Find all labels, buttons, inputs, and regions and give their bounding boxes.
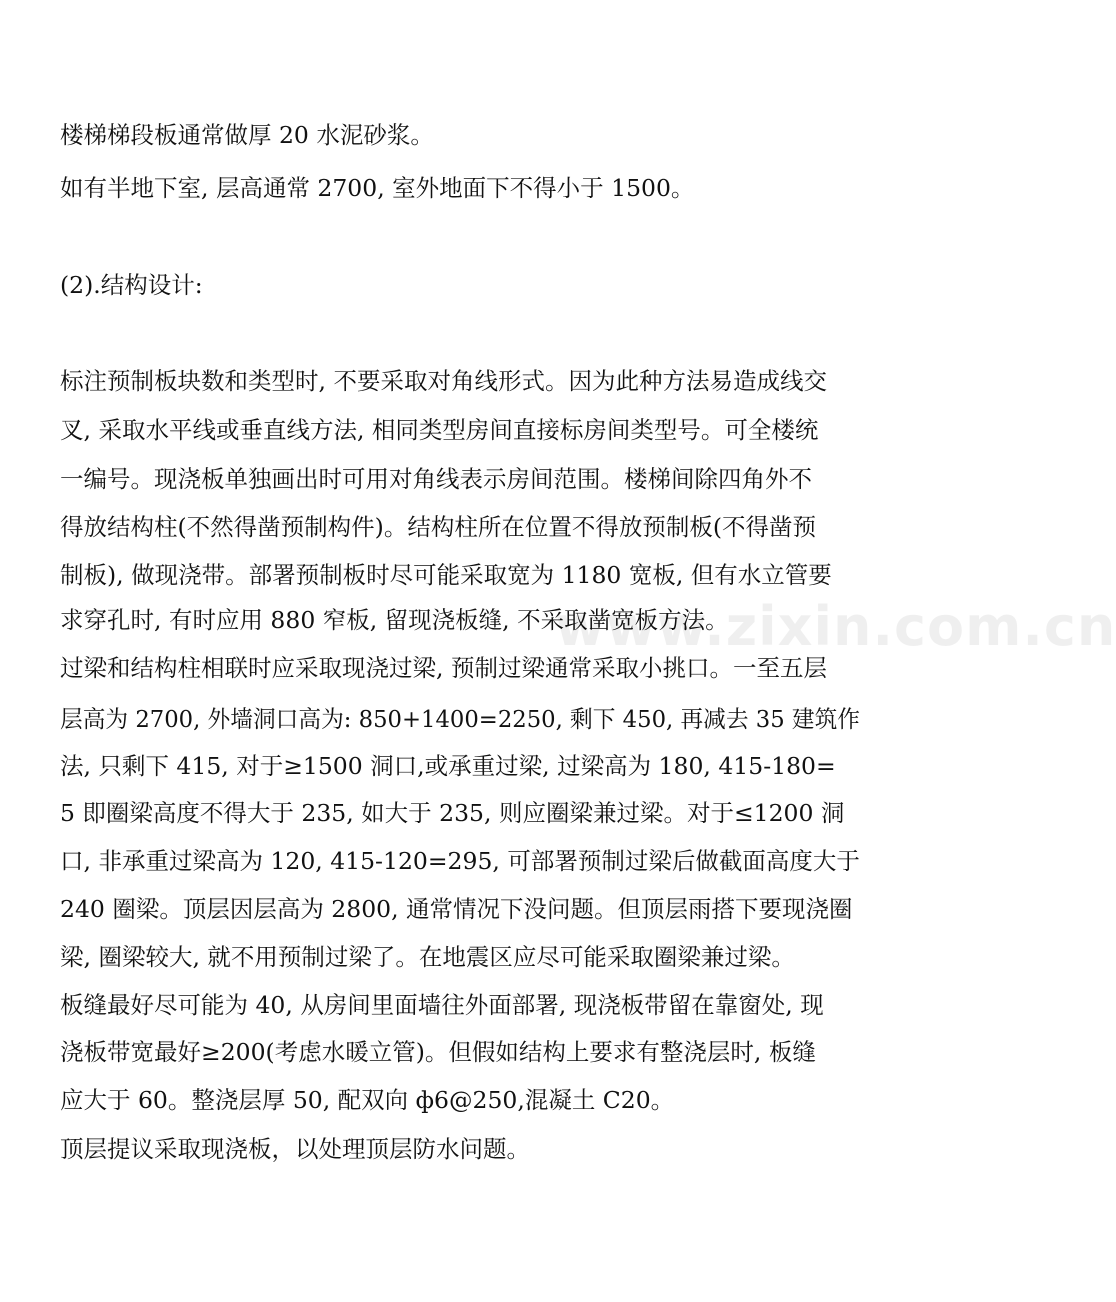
text-line: 得放结构柱(不然得凿预制构件)。结构柱所在位置不得放预制板(不得凿预 xyxy=(60,513,817,541)
text-line: 法, 只剩下 415, 对于≥1500 洞口,或承重过梁, 过梁高为 180, 415-180= xyxy=(60,752,836,780)
text-line: 浇板带宽最好≥200(考虑水暖立管)。但假如结构上要求有整浇层时, 板缝 xyxy=(60,1038,816,1066)
text-line: 一编号。现浇板单独画出时可用对角线表示房间范围。楼梯间除四角外不 xyxy=(60,465,812,493)
text-line: 层高为 2700, 外墙洞口高为: 850+1400=2250, 剩下 450, 再减去 35 建筑作 xyxy=(60,705,861,733)
text-line: 标注预制板块数和类型时, 不要采取对角线形式。因为此种方法易造成线交 xyxy=(60,367,827,395)
text-line: 过梁和结构柱相联时应采取现浇过梁, 预制过梁通常采取小挑口。一至五层 xyxy=(60,654,827,682)
text-line: 梁, 圈梁较大, 就不用预制过梁了。在地震区应尽可能采取圈梁兼过梁。 xyxy=(60,943,795,971)
text-line: 口, 非承重过梁高为 120, 415-120=295, 可部署预制过梁后做截面高度大于 xyxy=(60,847,860,875)
text-line: 240 圈梁。顶层因层高为 2800, 通常情况下没问题。但顶层雨搭下要现浇圈 xyxy=(60,895,853,923)
text-line: 如有半地下室, 层高通常 2700, 室外地面下不得小于 1500。 xyxy=(60,174,695,202)
text-line: 制板), 做现浇带。部署预制板时尽可能采取宽为 1180 宽板, 但有水立管要 xyxy=(60,561,832,589)
text-line: 叉, 采取水平线或垂直线方法, 相同类型房间直接标房间类型号。可全楼统 xyxy=(60,416,819,444)
text-line: 顶层提议采取现浇板，以处理顶层防水问题。 xyxy=(60,1135,530,1163)
text-line: 求穿孔时, 有时应用 880 窄板, 留现浇板缝, 不采取凿宽板方法。 xyxy=(60,606,729,634)
text-line: 5 即圈梁高度不得大于 235, 如大于 235, 则应圈梁兼过梁。对于≤1200 洞 xyxy=(60,799,845,827)
text-line: 应大于 60。整浇层厚 50, 配双向 ф6@250,混凝土 C20。 xyxy=(60,1086,675,1114)
text-line: 板缝最好尽可能为 40, 从房间里面墙往外面部署, 现浇板带留在靠窗处, 现 xyxy=(60,991,824,1019)
watermark: www.zixin.com.cn xyxy=(555,595,1116,658)
text-line: 楼梯梯段板通常做厚 20 水泥砂浆。 xyxy=(60,121,434,149)
section-heading: (2).结构设计: xyxy=(60,271,203,299)
